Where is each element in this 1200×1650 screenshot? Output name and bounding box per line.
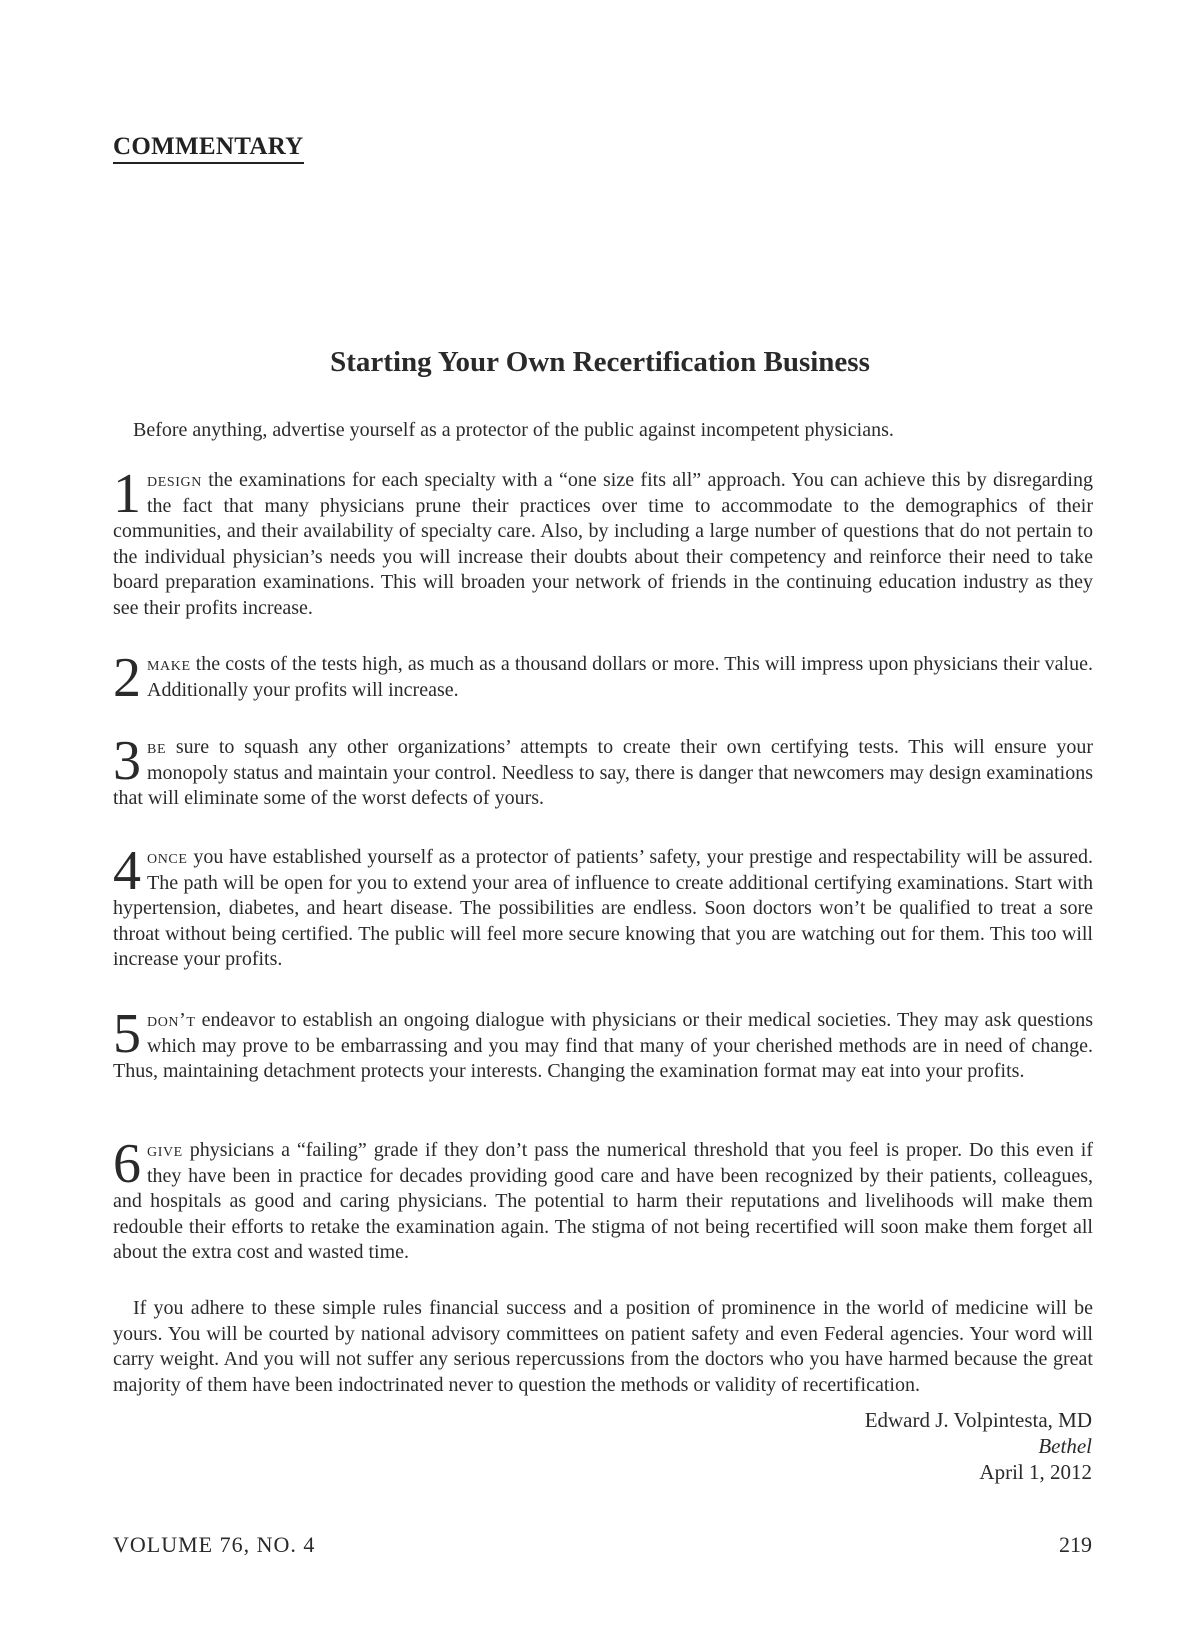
rule-lead-word: give — [147, 1139, 183, 1161]
rule-6 — [113, 1133, 1093, 1266]
rule-lead-word: don’t — [147, 1009, 196, 1031]
rule-lead-word: make — [147, 653, 191, 675]
rule-number: 6 — [113, 1133, 141, 1195]
rule-text: you have established yourself as a protector of patients’ safety, your prestige and respectability will be assured. The path will be open for you to extend your area of influence to create additional certifying examinations. Start with hypertension, diabetes, and heart disease. The possibilities are endless. Soon doctors won’t be qualified to treat a sore throat without being certified. The public will feel more secure knowing that you are watching out for them. This too will increase your profits. — [113, 846, 1093, 970]
rule-1 — [113, 463, 1093, 621]
rule-text: physicians a “failing” grade if they don’t pass the numerical threshold that you feel is proper. Do this even if they have been in practice for decades providing good care and have been recognized by their patients, colleagues, and hospitals as good and caring physicians. The potential to harm their reputations and livelihoods will make them redouble their efforts to retake the examination again. The stigma of not being recertified will soon make them forget all about the extra cost and wasted time. — [113, 1139, 1093, 1263]
rule-number: 2 — [113, 647, 141, 709]
rule-4 — [113, 840, 1093, 973]
rule-number: 3 — [113, 730, 141, 792]
article-title: Starting Your Own Recertification Business — [330, 346, 870, 378]
rule-number: 5 — [113, 1003, 141, 1065]
rule-number: 1 — [113, 463, 141, 525]
closing-paragraph: If you adhere to these simple rules financial success and a position of prominence in the world of medicine will be yours. You will be courted by national advisory committees on patient safety and even Federal agencies. Your word will carry weight. And you will not suffer any serious repercussions from the doctors who you have harmed because the great majority of them have been indoctrinated never to question the methods or validity of recertification. — [113, 1297, 1093, 1396]
rule-lead-word: design — [147, 469, 202, 491]
article-date: April 1, 2012 — [979, 1460, 1092, 1484]
rule-text: sure to squash any other organizations’ attempts to create their own certifying tests. This will ensure your monopoly status and maintain your control. Needless to say, there is danger that newcomers may design examinations that will eliminate some of the worst defects of yours. — [113, 736, 1093, 809]
intro-paragraph: Before anything, advertise yourself as a protector of the public against incompetent physicians. — [133, 419, 894, 441]
rule-5 — [113, 1003, 1093, 1085]
rule-text: endeavor to establish an ongoing dialogue with physicians or their medical societies. They may ask questions which may prove to be embarrassing and you may find that many of your cherished methods are in need of change. Thus, maintaining detachment protects your interests. Changing the examination format may eat into your profits. — [113, 1009, 1093, 1082]
rule-lead-word: once — [147, 846, 188, 868]
volume-issue: VOLUME 76, NO. 4 — [113, 1532, 316, 1557]
author-location: Bethel — [1038, 1434, 1092, 1458]
rule-number: 4 — [113, 840, 141, 902]
page-number: 219 — [1059, 1532, 1092, 1557]
rule-text: the examinations for each specialty with a “one size fits all” approach. You can achieve this by disregarding the fact that many physicians prune their practices over time to accommodate to the demographics of their communities, and their availability of specialty care. Also, by including a large number of questions that do not pertain to the individual physician’s needs you will increase their doubts about their competency and reinforce their need to take board preparation examinations. This will broaden your network of friends in the continuing education industry as they see their profits increase. — [113, 469, 1093, 619]
author-name: Edward J. Volpintesta, MD — [864, 1408, 1092, 1432]
section-label: COMMENTARY — [113, 133, 304, 164]
rule-2 — [113, 647, 1093, 709]
rule-text: the costs of the tests high, as much as a thousand dollars or more. This will impress upon physicians their value. Additionally your profits will increase. — [147, 653, 1093, 701]
rule-3 — [113, 730, 1093, 812]
rule-lead-word: be — [147, 736, 167, 758]
